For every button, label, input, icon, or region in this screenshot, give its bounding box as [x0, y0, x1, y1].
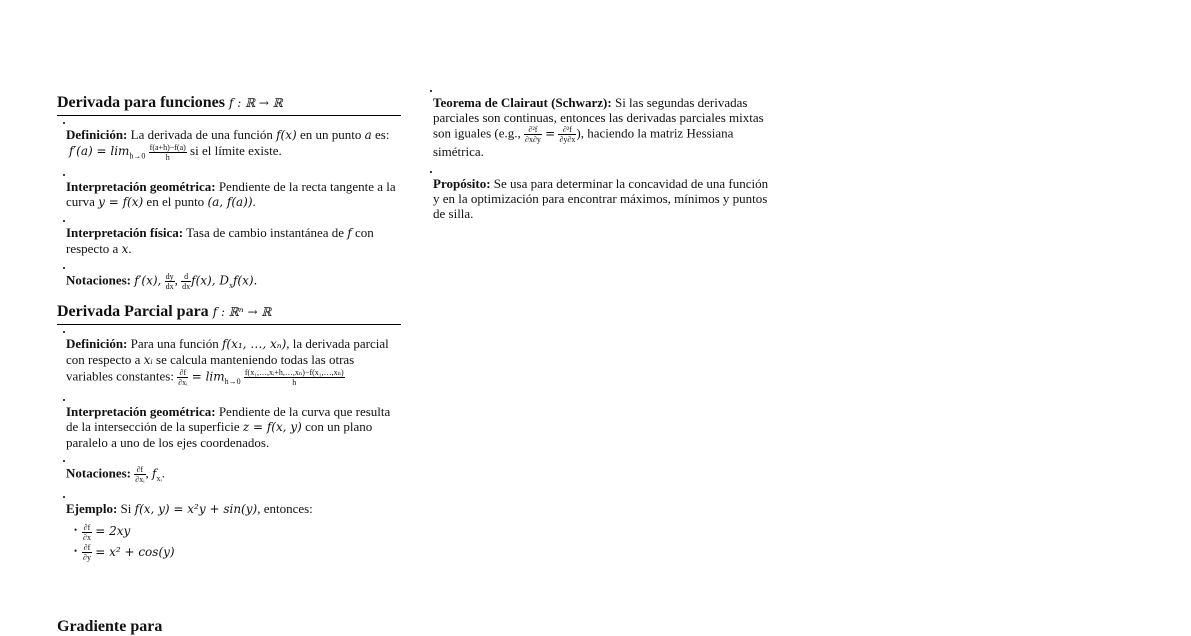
list-item: [57, 172, 401, 210]
item-label: Teorema de Clairaut (Schwarz):: [433, 95, 612, 110]
item-label: Interpretación geométrica:: [66, 179, 216, 195]
partial-derivative-list: [57, 329, 401, 562]
item-text: Tasa de cambio instantánea de: [186, 225, 345, 241]
item-text: es:: [374, 127, 390, 142]
heading-math: f : ℝⁿ → ℝ: [212, 305, 272, 320]
hessian-notes-list: [424, 88, 769, 221]
item-label: Propósito:: [433, 176, 491, 191]
item-label: Definición:: [66, 127, 128, 142]
fraction: $\frac{\partial f}{\text{∂xᵢ}}$: [135, 465, 145, 485]
item-text: Para una función: [130, 336, 219, 352]
bullet: [57, 265, 65, 272]
list-item: [424, 169, 769, 221]
math: f(x, y) = x²y + sin(y): [134, 502, 258, 517]
bullet: [57, 458, 65, 465]
item-text: La derivada de una función: [130, 127, 273, 142]
bullet: [57, 172, 65, 179]
item-label: Definición:: [66, 336, 128, 352]
math: xᵢ: [143, 353, 153, 368]
list-item: [57, 458, 401, 486]
section-heading-derivative: [57, 92, 401, 116]
item-label: Notaciones:: [66, 272, 131, 288]
item-label: Interpretación física:: [66, 225, 184, 241]
math: f(x₁, …, xₙ): [221, 337, 287, 352]
item-text: ,: [145, 465, 149, 481]
list-item: [57, 494, 401, 562]
fraction: $\frac{d}{dx}$: [182, 272, 191, 292]
example-sublist: [74, 521, 401, 562]
sublist-item: [74, 542, 401, 563]
bullet: [424, 88, 432, 95]
left-column: [57, 80, 401, 570]
item-label: Interpretación geométrica:: [66, 404, 216, 420]
math: f: [152, 466, 157, 481]
item-text: Si: [120, 501, 132, 517]
math: f′(x),: [134, 273, 162, 288]
item-text: Pendiente de la curva que resulta de la intersección de la superficie: [66, 404, 391, 435]
item-text: .: [161, 465, 166, 481]
item-text: ), haciendo la matriz Hessiana simétrica.: [433, 125, 734, 159]
item-text: , la derivada parcial con respecto a: [66, 336, 389, 368]
math-sub: h→0: [224, 377, 241, 387]
math: f(x).: [232, 273, 258, 288]
item-text: en el punto: [146, 194, 205, 210]
math: z = f(x, y): [242, 420, 302, 435]
math: =: [545, 126, 556, 141]
math-sub: x: [228, 281, 233, 291]
bullet: [57, 494, 65, 501]
math: = x² + cos(y): [95, 544, 175, 559]
item-text: se calcula manteniendo todas las otras variables constantes:: [66, 352, 355, 384]
math: = 2xy: [95, 524, 131, 539]
item-text: ,: [174, 272, 178, 288]
math: f(x), D: [191, 273, 229, 288]
list-item: [57, 218, 401, 257]
item-text: con un plano paralelo a uno de los ejes coordenados.: [66, 419, 373, 451]
item-text: con respecto a: [66, 225, 374, 257]
list-item: [57, 397, 401, 450]
math-sub: h→0: [129, 152, 146, 162]
bullet: [424, 169, 432, 176]
item-text: .: [128, 241, 132, 257]
item-label: Ejemplo:: [66, 501, 118, 517]
item-text: si el límite existe.: [190, 143, 282, 159]
fraction: $\frac{\text{f(x₁,…,xᵢ+h,…,xₙ)−f(x₁,…,xₙ)}}{h}$: [244, 368, 344, 388]
sublist-item: [74, 521, 401, 542]
item-label: Notaciones:: [66, 465, 131, 481]
math: f(x): [276, 128, 297, 142]
fraction: $\frac{\text{∂²f}}{\partial y\partial x}$: [559, 125, 576, 144]
list-item: [57, 329, 401, 389]
item-text: Se usa para determinar la concavidad de una función y en la optimización para encontrar máximos, mínimos y puntos de silla.: [433, 176, 769, 221]
bullet: [57, 218, 65, 225]
item-text: Si las segundas derivadas parciales son continuas, entonces las derivadas parciales mixtas son iguales (e.g.,: [433, 95, 764, 141]
fraction: $\frac{\text{∂²f}}{\partial x\partial y}$: [524, 125, 541, 144]
section-heading-gradient-cut: Gradiente para: [57, 618, 163, 635]
bullet: [57, 397, 65, 404]
math: f′(a) = lim: [69, 144, 130, 159]
bullet: [57, 329, 65, 336]
fraction: • $\frac{\partial f}{\partial y}$: [83, 543, 91, 563]
math: f: [347, 226, 352, 241]
heading-text: Derivada para funciones: [57, 94, 225, 111]
right-column: [424, 84, 769, 231]
bullet: [57, 120, 65, 127]
fraction: • $\frac{\partial f}{\partial x}$: [83, 522, 91, 542]
item-text: Pendiente de la recta tangente a la curva: [66, 179, 396, 210]
item-text: .: [252, 194, 256, 210]
heading-math: f : ℝ → ℝ: [229, 96, 283, 110]
list-item: [57, 265, 401, 293]
list-item: [424, 88, 769, 159]
derivative-list: [57, 120, 401, 293]
math: y = f(x): [98, 195, 144, 210]
math: = lim: [191, 369, 225, 384]
math: a: [364, 128, 372, 142]
item-text: en un punto: [299, 127, 362, 142]
math-sub: xᵢ: [156, 474, 162, 484]
section-heading-partial-derivative: [57, 301, 401, 325]
math: x: [121, 242, 129, 257]
item-text: , entonces:: [257, 501, 313, 517]
fraction: $\frac{\partial f}{\text{∂xᵢ}}$: [178, 368, 188, 388]
math: (a, f(a)): [207, 195, 253, 210]
fraction: $\frac{f(a+h)-f(a)}{h}$: [149, 143, 186, 162]
heading-text: Derivada Parcial para: [57, 303, 209, 321]
list-item: [57, 120, 401, 164]
fraction: $\frac{dy}{dx}$: [165, 272, 174, 292]
